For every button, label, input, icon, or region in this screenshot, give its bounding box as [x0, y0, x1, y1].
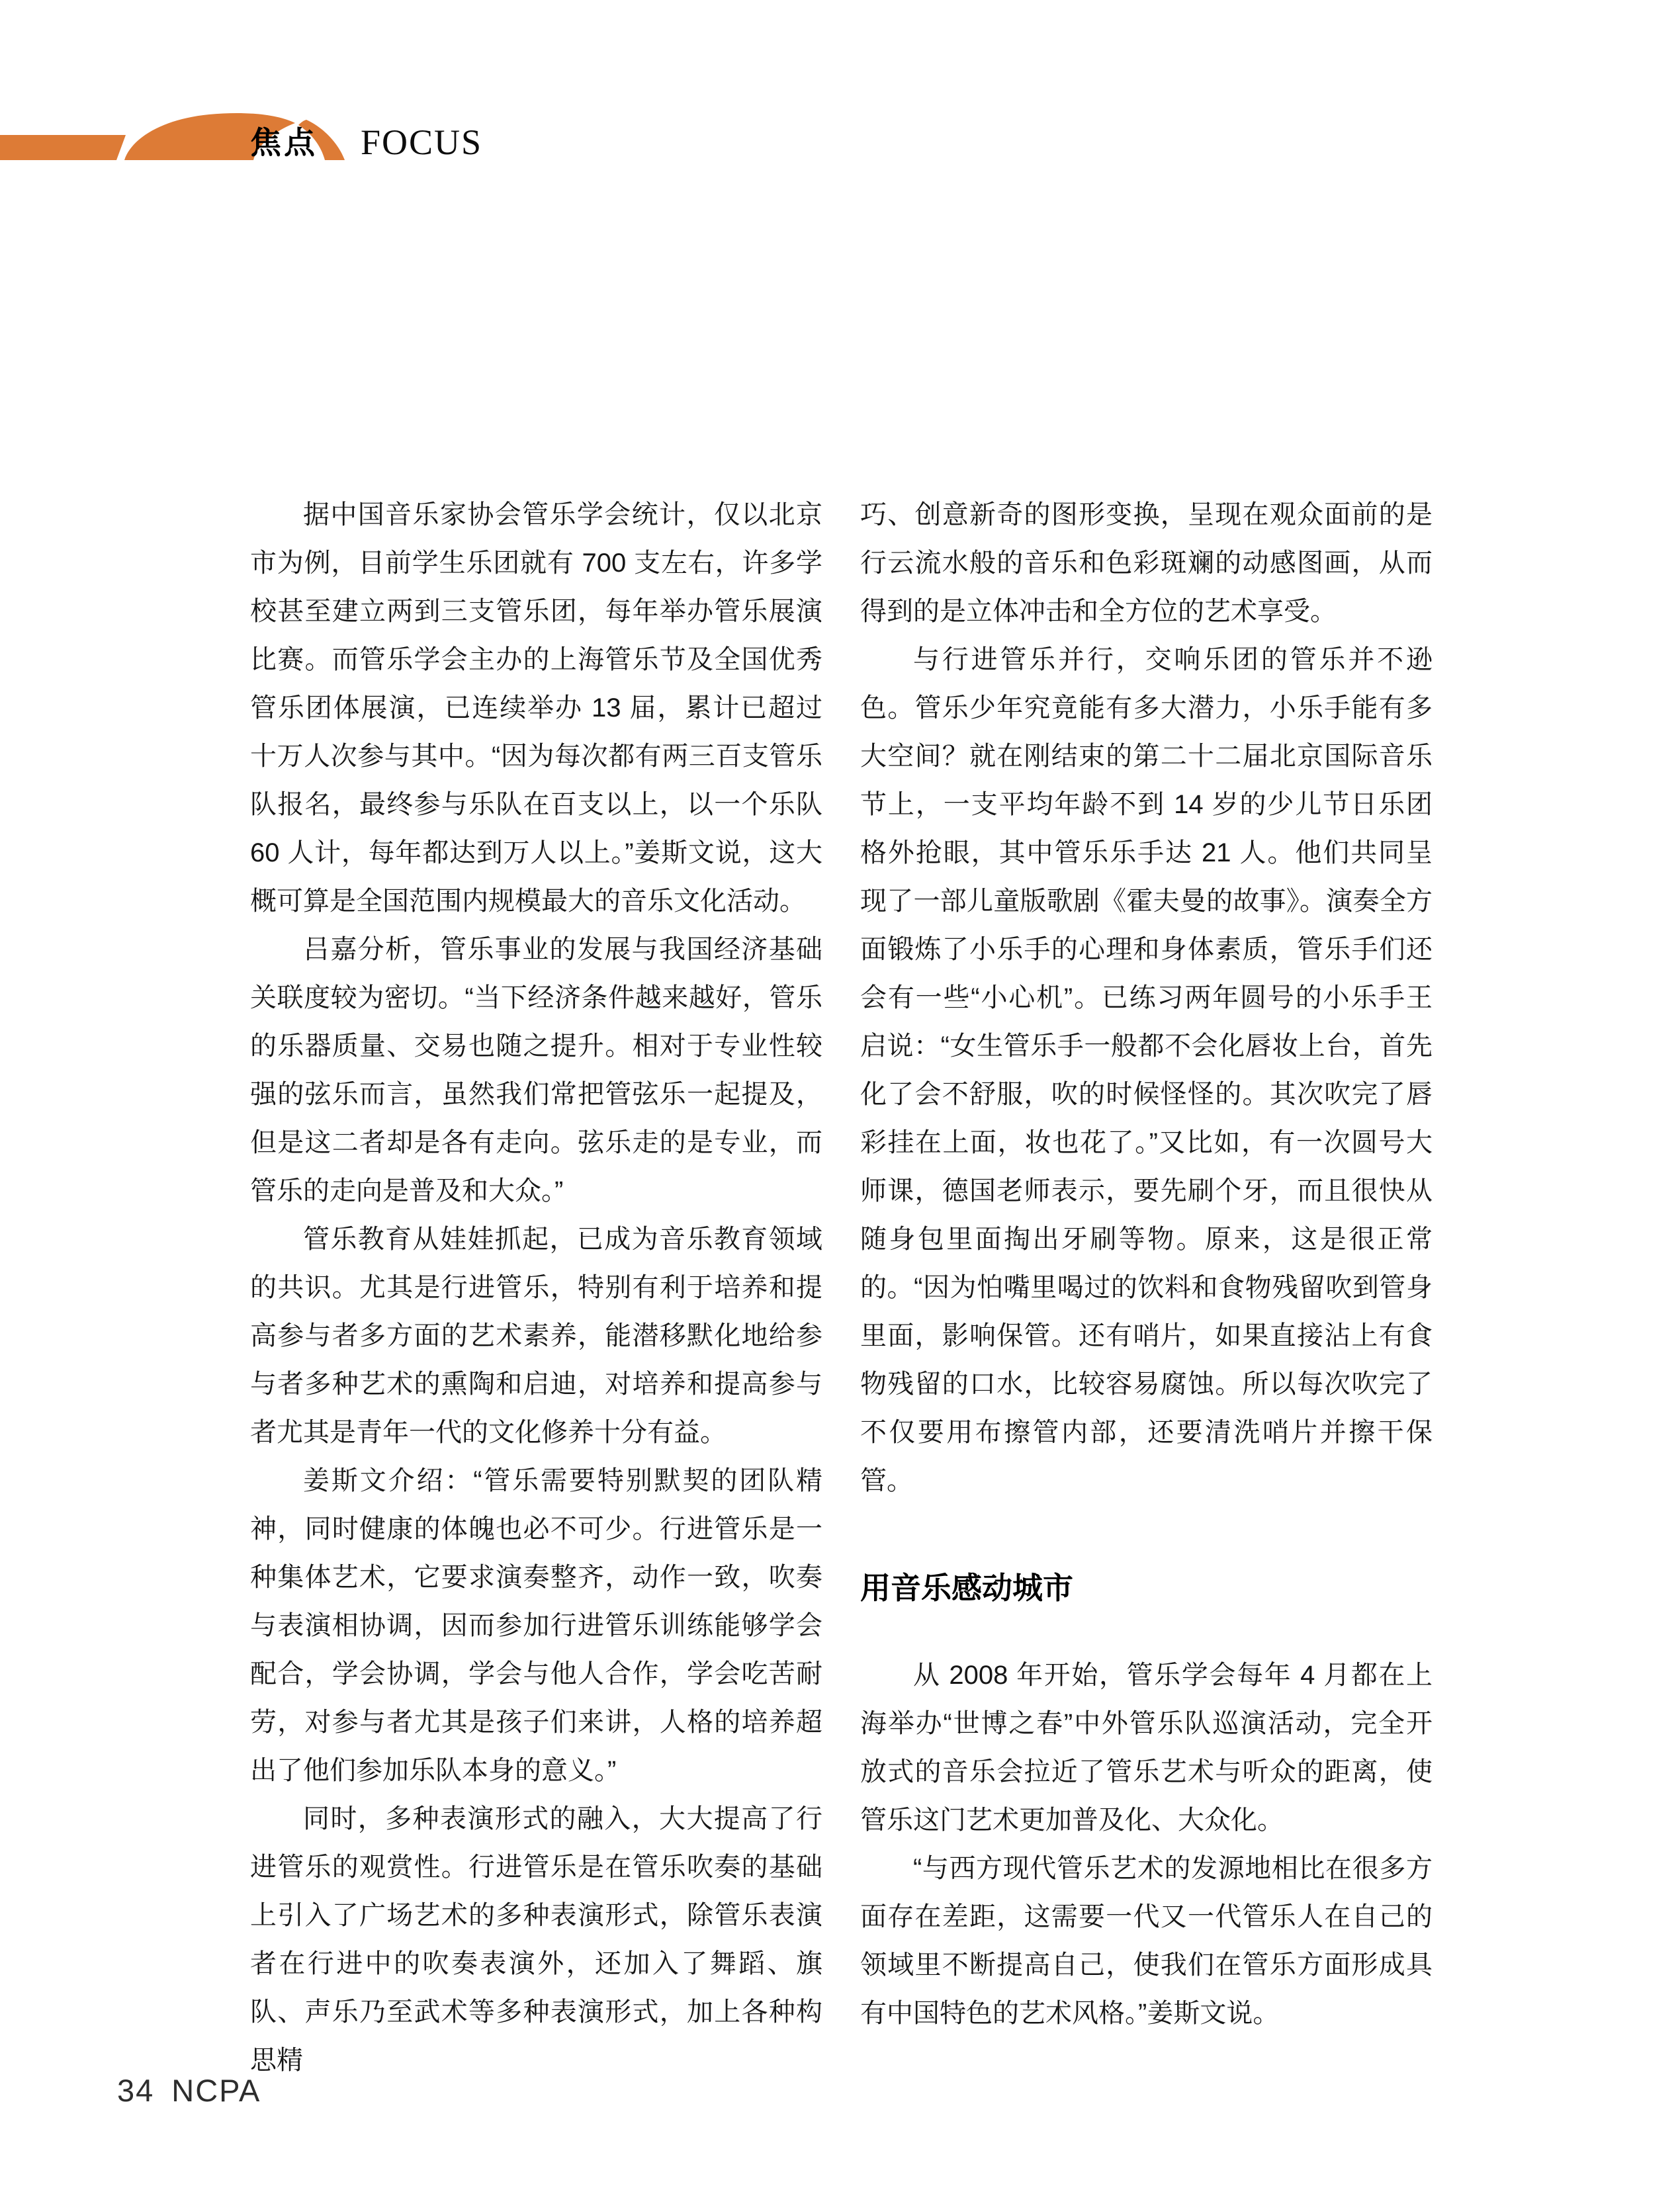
body-paragraph: “与西方现代管乐艺术的发源地相比在很多方面存在差距，这需要一代又一代管乐人在自己的领域里不断提高自己，使我们在管乐方面形成具有中国特色的艺术风格。”姜斯文说。	[860, 1853, 1433, 2028]
page-number: 34	[117, 2073, 155, 2108]
body-paragraph: 从 2008 年开始，管乐学会每年 4 月都在上海举办“世博之春”中外管乐队巡演活动，完全开放式的音乐会拉近了管乐艺术与听众的距离，使管乐这门艺术更加普及化、大众化。	[860, 1660, 1433, 1835]
banner-bar-shape	[0, 135, 126, 160]
body-paragraph: 姜斯文介绍：“管乐需要特别默契的团队精神，同时健康的体魄也必不可少。行进管乐是一种集体艺术，它要求演奏整齐，动作一致，吹奏与表演相协调，因而参加行进管乐训练能够学会配合，学会协调，学会与他人合作，学会吃苦耐劳，对参与者尤其是孩子们来讲，人格的培养超出了他们参加乐队本身的意义。”	[250, 1466, 822, 1785]
article-column-left	[250, 491, 822, 2085]
section-title-cn: 焦点	[250, 125, 318, 160]
article-column-right	[860, 491, 1433, 2038]
body-paragraph: 与行进管乐并行，交响乐团的管乐并不逊色。管乐少年究竟能有多大潜力，小乐手能有多大空间？就在刚结束的第二十二届北京国际音乐节上，一支平均年龄不到 14 岁的少儿节日乐团格外抢眼，其中管乐乐手达 21 人。他们共同呈现了一部儿童版歌剧《霍夫曼的故事》。演奏全方面锻炼了小乐手的心理和身体素质，管乐手们还会有一些“小心机”。已练习两年圆号的小乐手王启说：“女生管乐手一般都不会化唇妆上台，首先化了会不舒服，吹的时候怪怪的。其次吹完了唇彩挂在上面，妆也花了。”又比如，有一次圆号大师课，德国老师表示，要先刷个牙，而且很快从随身包里面掏出牙刷等物。原来，这是很正常的。“因为怕嘴里喝过的饮料和食物残留吹到管身里面，影响保管。还有哨片，如果直接沾上有食物残留的口水，比较容易腐蚀。所以每次吹完了不仅要用布擦管内部，还要清洗哨片并擦干保管。	[860, 645, 1433, 1495]
body-paragraph-continuation: 巧、创意新奇的图形变换，呈现在观众面前的是行云流水般的音乐和色彩斑斓的动感图画，从而得到的是立体冲击和全方位的艺术享受。	[860, 500, 1433, 626]
magazine-name: NCPA	[171, 2073, 261, 2108]
page-footer	[117, 2075, 261, 2106]
body-paragraph: 管乐教育从娃娃抓起，已成为音乐教育领域的共识。尤其是行进管乐，特别有利于培养和提高参与者多方面的艺术素养，能潜移默化地给参与者多种艺术的熏陶和启迪，对培养和提高参与者尤其是青年一代的文化修养十分有益。	[250, 1225, 822, 1447]
section-title-en: FOCUS	[361, 122, 483, 162]
body-paragraph: 吕嘉分析，管乐事业的发展与我国经济基础关联度较为密切。“当下经济条件越来越好，管乐的乐器质量、交易也随之提升。相对于专业性较强的弦乐而言，虽然我们常把管弦乐一起提及，但是这二者却是各有走向。弦乐走的是专业，而管乐的走向是普及和大众。”	[250, 935, 822, 1205]
body-paragraph: 据中国音乐家协会管乐学会统计，仅以北京市为例，目前学生乐团就有 700 支左右，许多学校甚至建立两到三支管乐团，每年举办管乐展演比赛。而管乐学会主办的上海管乐节及全国优秀管乐团体展演，已连续举办 13 届，累计已超过十万人次参与其中。“因为每次都有两三百支管乐队报名，最终参与乐队在百支以上，以一个乐队 60 人计，每年都达到万人以上。”姜斯文说，这大概可算是全国范围内规模最大的音乐文化活动。	[250, 500, 822, 916]
body-paragraph: 同时，多种表演形式的融入，大大提高了行进管乐的观赏性。行进管乐是在管乐吹奏的基础上引入了广场艺术的多种表演形式，除管乐表演者在行进中的吹奏表演外，还加入了舞蹈、旗队、声乐乃至武术等多种表演形式，加上各种构思精	[250, 1804, 822, 2075]
section-heading: 用音乐感动城市	[860, 1571, 1073, 1605]
